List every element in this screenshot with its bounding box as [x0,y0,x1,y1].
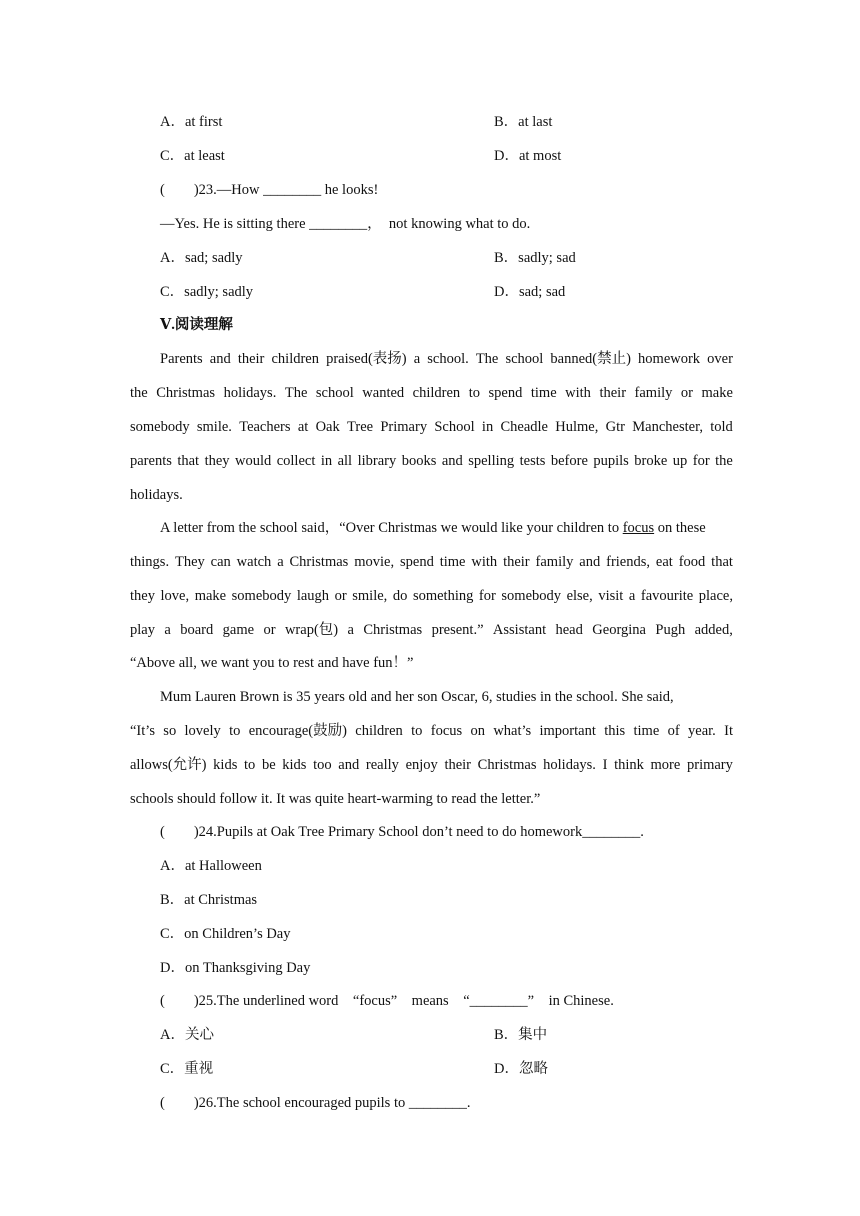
q24-option-a[interactable]: A．at Halloween [160,858,262,874]
q24-stem: ( )24.Pupils at Oak Tree Primary School don’t need to do homework________. [160,824,644,840]
passage-p3-line-2: “It’s so lovely to encourage(鼓励) children to focus on what’s important this time of year. It [130,723,733,739]
q22-option-d[interactable]: D．at most [494,148,562,164]
q24-option-b[interactable]: B．at Christmas [160,892,258,908]
q25-stem: ( )25.The underlined word “focus” means “________” in Chinese. [160,993,614,1009]
q23-option-b[interactable]: B．sadly; sad [494,250,576,266]
q22-option-b[interactable]: B．at last [494,114,553,130]
passage-p1-line-2: the Christmas holidays. The school wanted children to spend time with their family or make [130,385,733,401]
passage-p2-line-3: they love, make somebody laugh or smile, do something for somebody else, visit a favourite place, [130,588,733,604]
q22-option-a[interactable]: A．at first [160,114,223,130]
passage-p1-line-3: somebody smile. Teachers at Oak Tree Primary School in Cheadle Hulme, Gtr Manchester, told [130,419,733,435]
passage-p2-line-1 [160,518,706,538]
q23-option-c[interactable]: C．sadly; sadly [160,284,254,300]
q26-stem: ( )26.The school encouraged pupils to ________. [160,1095,471,1111]
q23-stem: ( )23.—How ________ he looks! [160,182,379,198]
q23-option-a[interactable]: A．sad; sadly [160,250,243,266]
passage-p1-line-4: parents that they would collect in all library books and spelling tests before pupils broke up for the [130,453,733,469]
q23-reply: —Yes. He is sitting there ________， not knowing what to do. [160,216,531,232]
q25-option-d[interactable]: D．忽略 [494,1061,548,1077]
q25-option-a[interactable]: A．关心 [160,1027,214,1043]
passage-p1-line-1: Parents and their children praised(表扬) a school. The school banned(禁止) homework over [160,351,733,367]
passage-p2-line-5: “Above all, we want you to rest and have fun！” [130,655,414,671]
q24-option-d[interactable]: D．on Thanksgiving Day [160,960,311,976]
passage-p2-text-before: A letter from the school said，“Over Christmas we would like your children to [160,520,623,536]
underlined-word-focus: focus [622,520,655,536]
passage-p3-line-1: Mum Lauren Brown is 35 years old and her son Oscar, 6, studies in the school. She said, [160,689,674,705]
q22-option-c[interactable]: C．at least [160,148,225,164]
q24-option-c[interactable]: C．on Children’s Day [160,926,291,942]
q25-option-b[interactable]: B．集中 [494,1027,548,1043]
passage-p3-line-4: schools should follow it. It was quite heart-warming to read the letter.” [130,791,541,807]
passage-p1-line-5: holidays. [130,487,183,503]
passage-p2-text-after: on these [654,520,706,536]
passage-p2-line-4: play a board game or wrap(包) a Christmas present.” Assistant head Georgina Pugh added, [130,622,733,638]
passage-p2-line-2: things. They can watch a Christmas movie, spend time with their family and friends, eat food that [130,554,733,570]
q23-option-d[interactable]: D．sad; sad [494,284,566,300]
q25-option-c[interactable]: C．重视 [160,1061,214,1077]
section-title: Ⅴ.阅读理解 [160,317,233,333]
passage-p3-line-3: allows(允许) kids to be kids too and really enjoy their Christmas holidays. I think more primary [130,757,733,773]
